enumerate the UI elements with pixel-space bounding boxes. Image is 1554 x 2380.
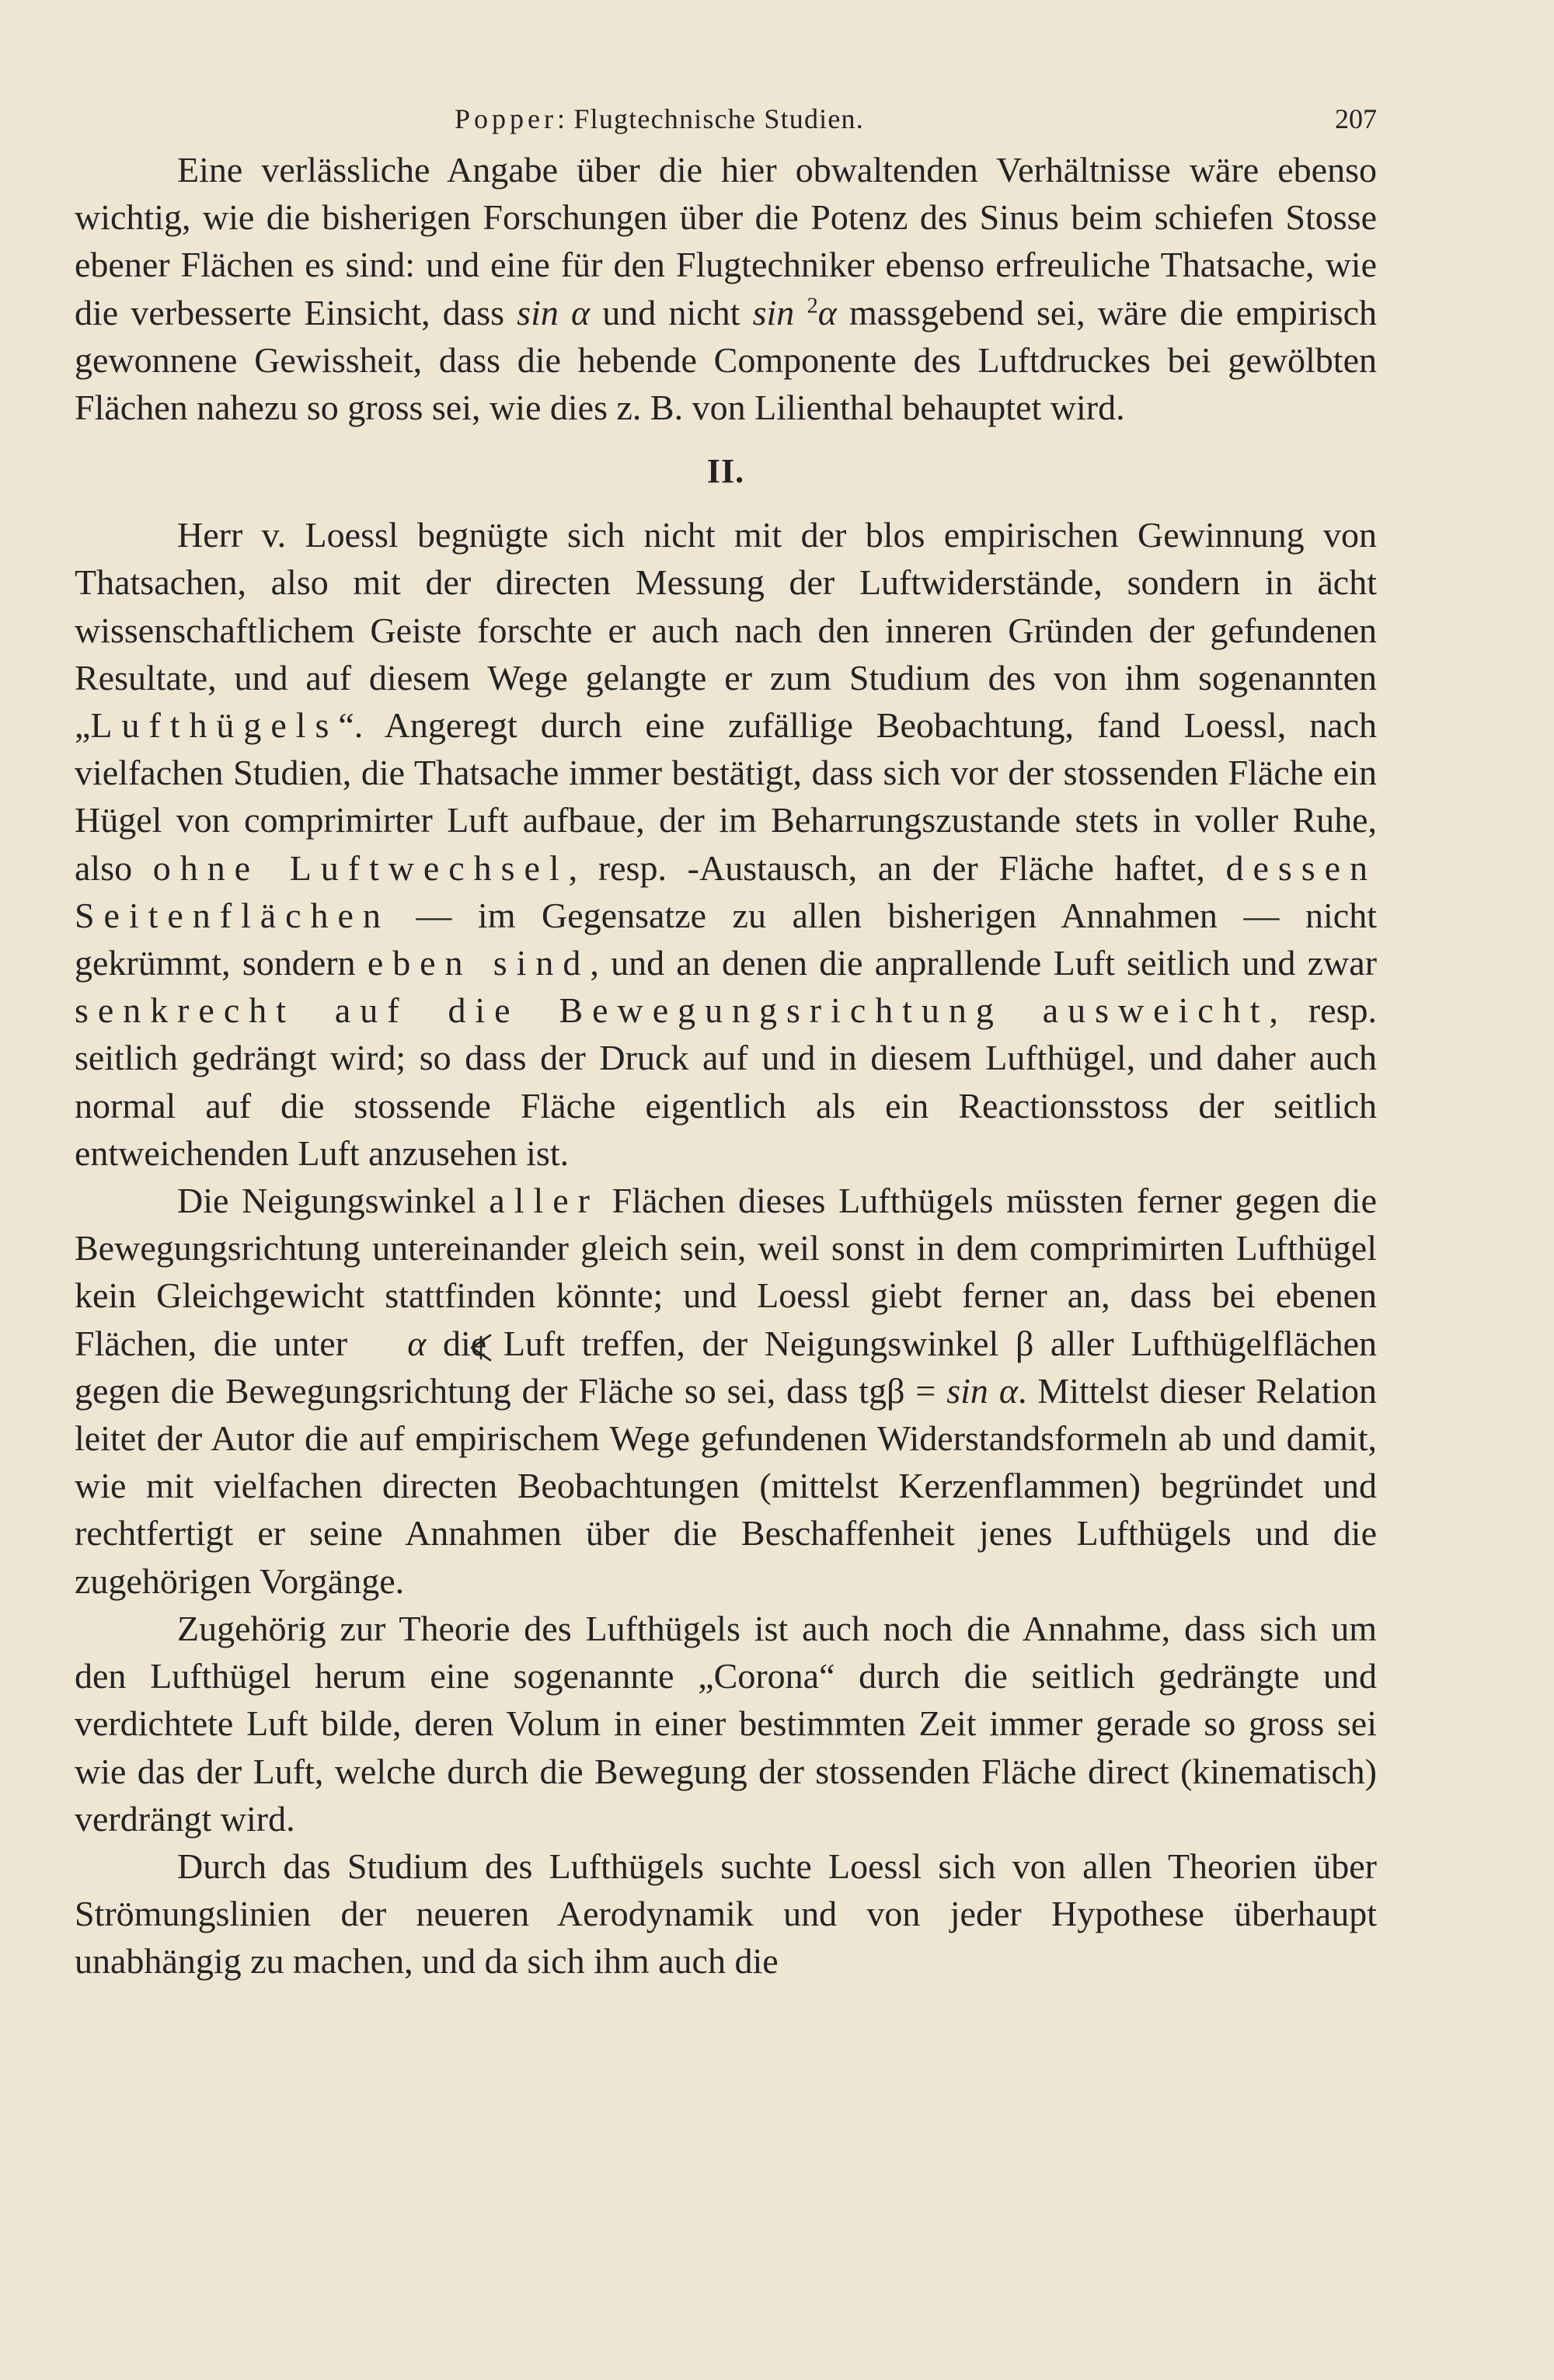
math-sin: sin	[752, 292, 795, 332]
text-run: , resp. seitlich gedrängt wird; so dass der Druck auf und in diesem Lufthügel, und daher auch normal auf die stossende Fläche eigentlich als ein Reactionsstoss der seitlich entweichenden Luft anzusehen ist.	[75, 990, 1378, 1173]
text-run: “. Angeregt durch eine zufällige Beobachtung, fand Loessl, nach vielfachen Studien, die Thatsache immer bestätigt, dass sich vor der stossenden Fläche ein Hügel von comprimirter Luft aufbaue, der im Beharrungszustande stets in voller Ruhe, also	[75, 705, 1377, 888]
math-alpha: α	[407, 1323, 427, 1363]
spaced-emphasis: eben sind	[367, 943, 591, 983]
math-sin-alpha: sin α	[517, 292, 591, 332]
running-title-author: Popper	[455, 103, 557, 134]
text-run: . Mittelst dieser Relation leitet der Autor die auf empirischem Wege gefundenen Widerstandsformeln ab und damit, wie mit vielfachen directen Beobachtungen (mittelst Kerzenflammen) begründet und rechtfertigt er seine Annahmen über die Beschaffenheit jenes Lufthügels und die zugehörigen Vorgänge.	[75, 1370, 1377, 1601]
text-run: Durch das Studium des Lufthügels suchte Loessl sich von allen Theorien über Strömungslinien der neueren Aerodynamik und von jeder Hypothese überhaupt unabhängig zu machen, und da sich ihm auch die	[75, 1846, 1377, 1982]
text-run: — im Gegensatze zu allen bisherigen Annahmen — nicht gekrümmt, sondern	[75, 895, 1377, 983]
text-run: und nicht	[590, 292, 753, 332]
text-run: Eine verlässliche Angabe über die hier obwaltenden Verhältnisse wäre ebenso wichtig, wie die bisherigen Forschungen über die Potenz des Sinus beim schiefen Stosse ebener Flächen es sind: und eine für den Flugtechniker ebenso erfreuliche Thatsache, wie die verbesserte Einsicht, dass	[75, 150, 1377, 332]
running-title	[455, 103, 864, 135]
text-run: , resp. -Austausch, an der Fläche haftet,	[568, 847, 1226, 888]
spaced-emphasis: aller	[489, 1181, 599, 1221]
spaced-emphasis: dessen Seitenflächen	[75, 847, 1377, 935]
section-heading: II.	[706, 452, 745, 491]
paragraph-5	[75, 1842, 1377, 1985]
running-title-rest: : Flugtechnische Studien.	[557, 103, 864, 134]
math-sin-alpha: sin α	[946, 1370, 1018, 1411]
paragraph-1	[75, 146, 1377, 431]
page-number: 207	[1335, 103, 1377, 134]
text-run: Zugehörig zur Theorie des Lufthügels ist auch noch die Annahme, dass sich um den Lufthügel herum eine sogenannte „Corona“ durch die seitlich gedrängte und verdichtete Luft bilde, deren Volum in einer bestimmten Zeit immer gerade so gross sei wie das der Luft, welche durch die Bewegung der stossenden Fläche direct (kinematisch) verdrängt wird.	[75, 1608, 1377, 1839]
paragraph-2	[75, 511, 1377, 1177]
text-run: , und an denen die anprallende Luft seitlich und zwar	[590, 943, 1378, 983]
math-alpha: α	[817, 292, 837, 332]
text-run: die Luft treffen, der Neigungswinkel β aller Lufthügelflächen gegen die Bewegungsrichtung der Fläche so sei, dass tgβ =	[75, 1323, 1378, 1411]
text-run: massgebend sei, wäre die empirisch gewonnene Gewissheit, dass die hebende Componente des Luftdruckes bei gewölbten Flächen nahezu so gross sei, wie dies z. B. von Lilienthal behauptet wird.	[75, 292, 1378, 428]
angle-symbol-icon	[364, 1326, 391, 1357]
text-run: Die Neigungswinkel	[177, 1181, 490, 1221]
spaced-emphasis: Lufthügels	[90, 705, 339, 746]
text-run: Herr v. Loessl begnügte sich nicht mit der blos empirischen Gewinnung von Thatsachen, also mit der directen Messung der Luftwiderstände, sondern in ächt wissenschaftlichem Geiste forschte er auch nach den inneren Gründen der gefundenen Resultate, und auf diesem Wege gelangte er zum Studium des von ihm sogenannten „	[75, 515, 1377, 746]
paragraph-3	[75, 1177, 1377, 1605]
page-body	[75, 146, 1377, 1985]
running-header	[78, 92, 1377, 146]
math-exponent: 2	[807, 293, 818, 318]
spaced-emphasis: senkrecht auf die Bewegungsrichtung ausweicht	[75, 990, 1270, 1031]
paragraph-4	[75, 1605, 1377, 1842]
spaced-emphasis: ohne Luftwechsel	[152, 847, 569, 888]
text-run: Flächen dieses Lufthügels müssten ferner gegen die Bewegungsrichtung untereinander gleich sein, weil sonst in dem comprimirten Lufthügel kein Gleichgewicht stattfinden könnte; und Loessl giebt ferner an, dass bei ebenen Flächen, die unter	[75, 1181, 1377, 1363]
